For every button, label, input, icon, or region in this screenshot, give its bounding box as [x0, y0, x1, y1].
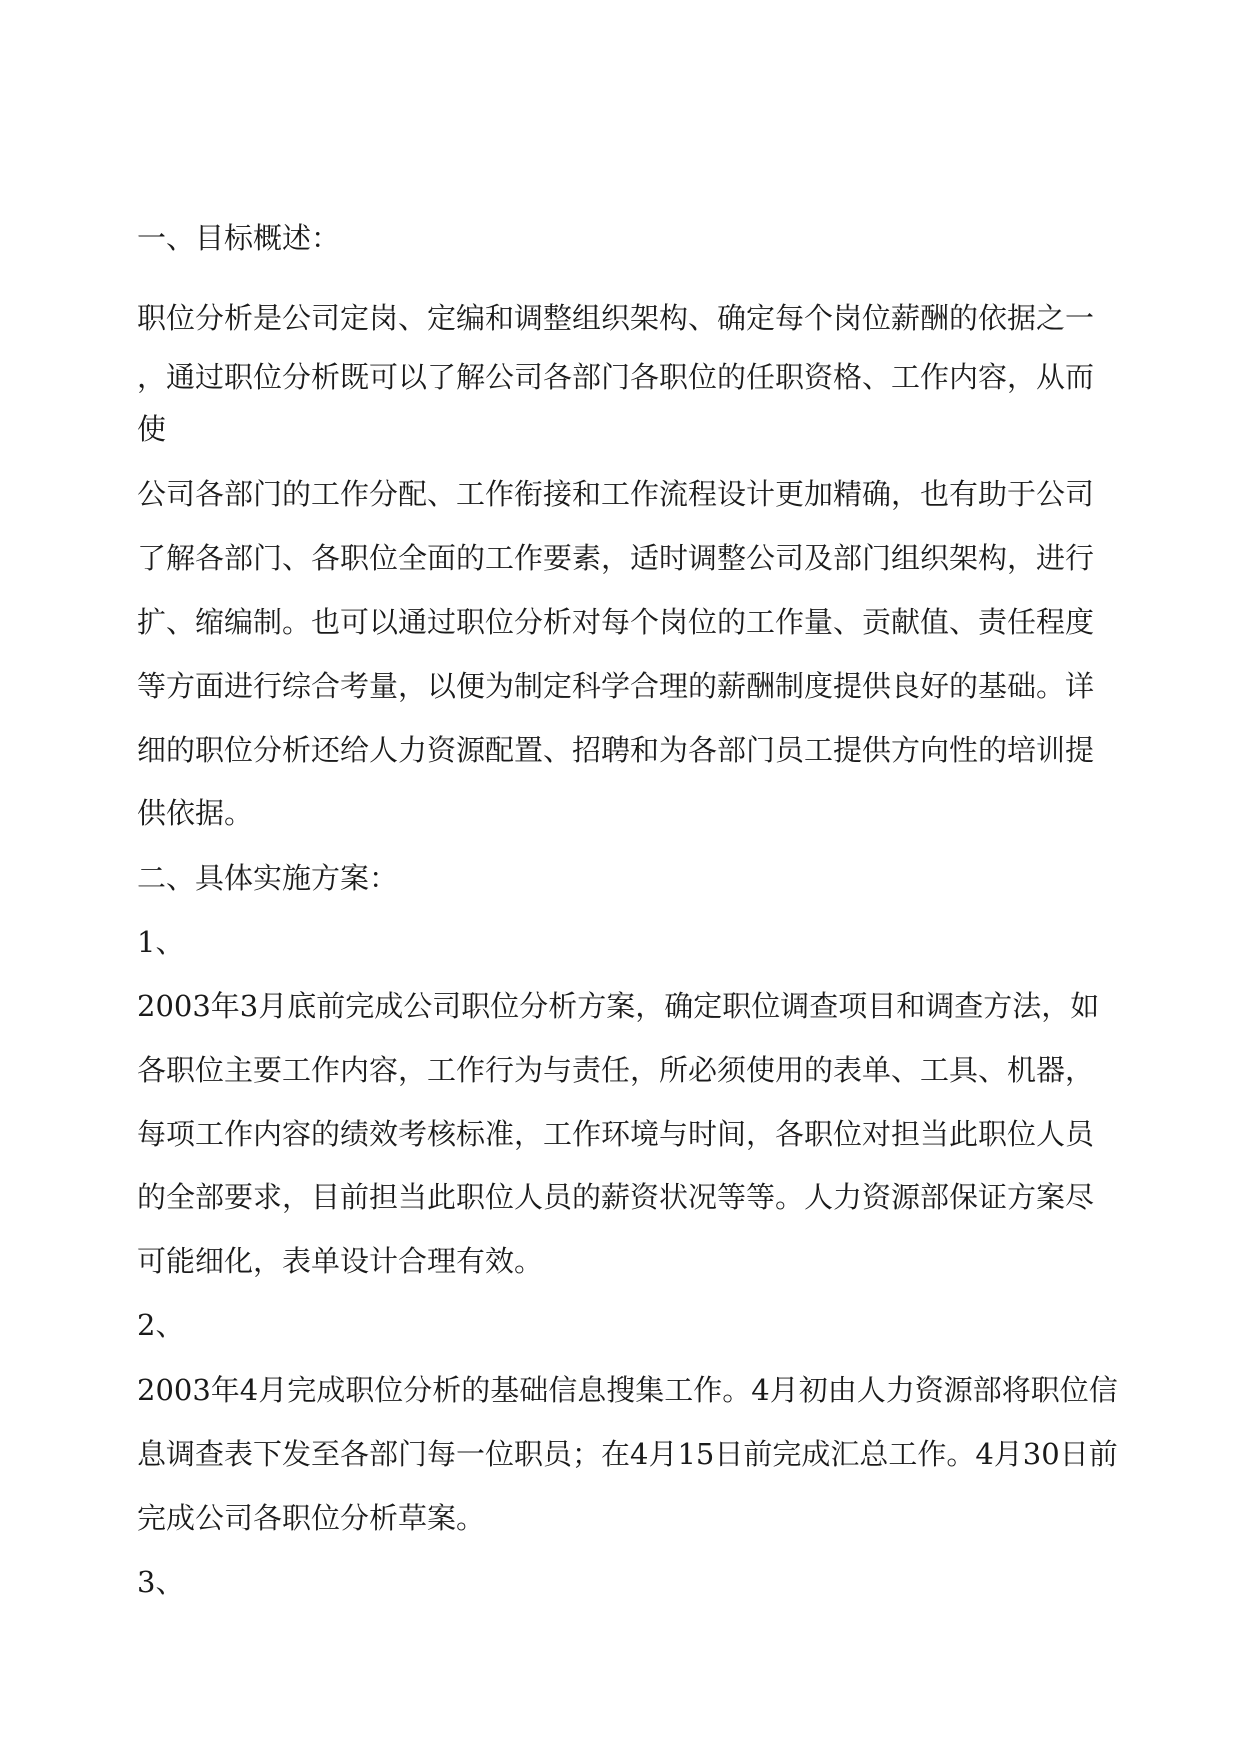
paragraph-line: 2003年4月完成职位分析的基础信息搜集工作。4月初由人力资源部将职位信: [137, 1373, 1118, 1407]
section-heading-implementation: 二、具体实施方案：: [137, 861, 399, 895]
paragraph-line: 公司各部门的工作分配、工作衔接和工作流程设计更加精确，也有助于公司: [137, 477, 1095, 511]
paragraph-line: 的全部要求，目前担当此职位人员的薪资状况等等。人力资源部保证方案尽: [137, 1180, 1095, 1214]
paragraph-line: ，通过职位分析既可以了解公司各部门各职位的任职资格、工作内容，从而: [137, 360, 1095, 394]
list-number: 3、: [137, 1565, 185, 1599]
list-number: 2、: [137, 1308, 185, 1342]
paragraph-line: 使: [137, 412, 167, 446]
section-heading-objective: 一、目标概述：: [137, 221, 341, 255]
paragraph-line: 细的职位分析还给人力资源配置、招聘和为各部门员工提供方向性的培训提: [137, 733, 1095, 767]
paragraph-line: 各职位主要工作内容，工作行为与责任，所必须使用的表单、工具、机器，: [137, 1053, 1095, 1087]
paragraph-line: 完成公司各职位分析草案。: [137, 1501, 486, 1535]
list-number: 1、: [137, 925, 185, 959]
paragraph-line: 供依据。: [137, 796, 254, 830]
paragraph-line: 扩、缩编制。也可以通过职位分析对每个岗位的工作量、贡献值、责任程度: [137, 605, 1095, 639]
paragraph-line: 了解各部门、各职位全面的工作要素，适时调整公司及部门组织架构，进行: [137, 541, 1095, 575]
paragraph-line: 每项工作内容的绩效考核标准，工作环境与时间，各职位对担当此职位人员: [137, 1117, 1095, 1151]
paragraph-line: 2003年3月底前完成公司职位分析方案，确定职位调查项目和调查方法，如: [137, 989, 1100, 1023]
paragraph-line: 职位分析是公司定岗、定编和调整组织架构、确定每个岗位薪酬的依据之一: [137, 301, 1095, 335]
paragraph-line: 息调查表下发至各部门每一位职员；在4月15日前完成汇总工作。4月30日前: [137, 1437, 1118, 1471]
paragraph-line: 可能细化，表单设计合理有效。: [137, 1244, 544, 1278]
paragraph-line: 等方面进行综合考量，以便为制定科学合理的薪酬制度提供良好的基础。详: [137, 669, 1095, 703]
